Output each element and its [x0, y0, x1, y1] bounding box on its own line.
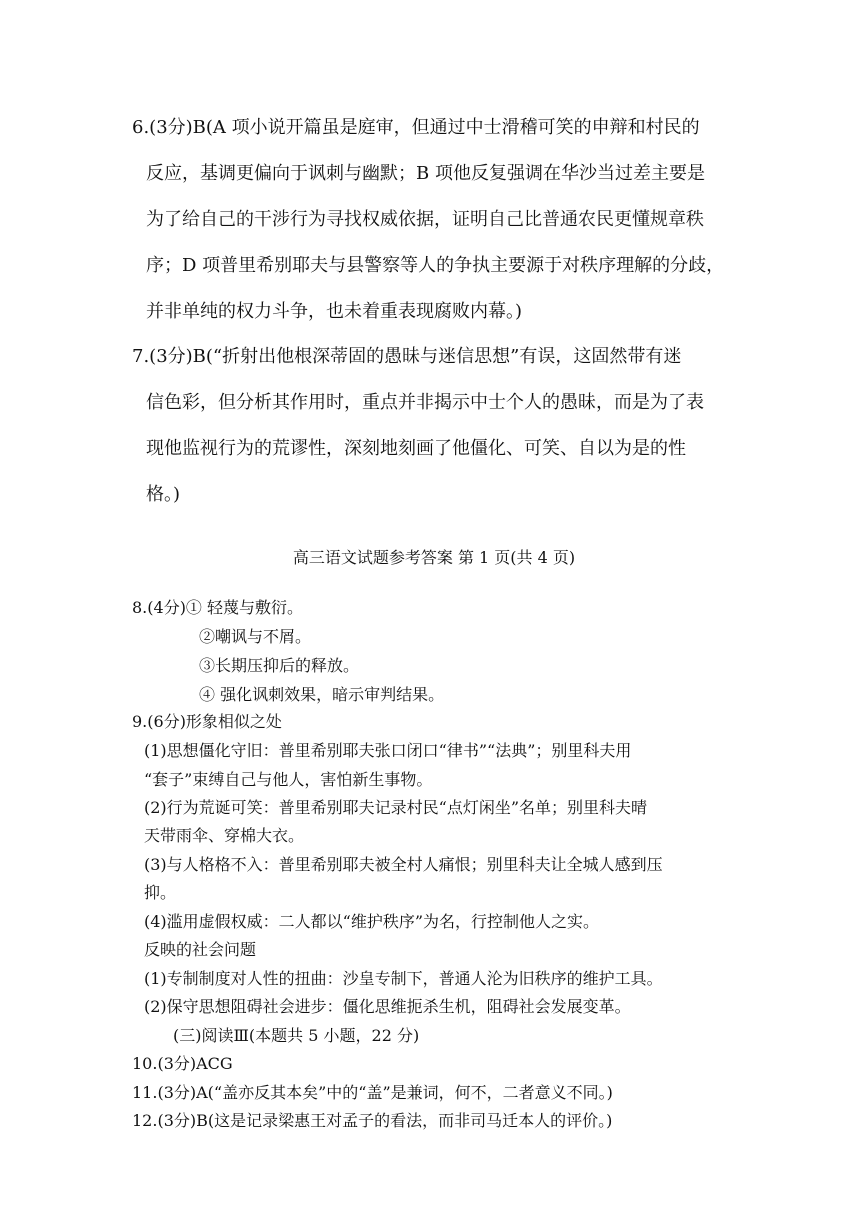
- answer-q9-line-7: (4)滥用虚假权威：二人都以“维护秩序”为名，行控制他人之实。: [144, 912, 600, 931]
- answer-q8-item-2: ②嘲讽与不屑。: [199, 627, 312, 646]
- section-heading-reading-3: (三)阅读Ⅲ(本题共 5 小题，22 分): [173, 1026, 420, 1045]
- answer-q9-line-2: “套子”束缚自己与他人，害怕新生事物。: [144, 770, 433, 789]
- answer-q8-head: 8.(4分)① 轻蔑与敷衍。: [132, 598, 304, 617]
- answer-q9-line-8: 反映的社会问题: [144, 940, 257, 959]
- answer-q12: 12.(3分)B(这是记录梁惠王对孟子的看法，而非司马迁本人的评价。): [132, 1111, 613, 1130]
- page-footer: 高三语文试题参考答案 第 1 页(共 4 页): [292, 548, 576, 567]
- answer-q9-line-4: 天带雨伞、穿棉大衣。: [144, 826, 305, 845]
- answer-q6: [132, 105, 744, 335]
- answer-q6-line-4: 序；D 项普里希别耶夫与县警察等人的争执主要源于对秩序理解的分歧，: [146, 255, 725, 276]
- answer-q11: 11.(3分)A(“盖亦反其本矣”中的“盖”是兼词，何不，二者意义不同。): [132, 1083, 613, 1102]
- answer-q8-item-3: ③长期压抑后的释放。: [199, 656, 360, 675]
- answer-q9-line-10: (2)保守思想阻碍社会进步：僵化思维扼杀生机，阻碍社会发展变革。: [144, 997, 631, 1016]
- answer-q7: [132, 334, 744, 518]
- answer-q10: 10.(3分)ACG: [132, 1054, 233, 1073]
- answer-q7-line-3: 现他监视行为的荒谬性，深刻地刻画了他僵化、可笑、自以为是的性: [146, 438, 686, 459]
- answer-q9-line-1: (1)思想僵化守旧：普里希别耶夫张口闭口“律书”“法典”；别里科夫用: [144, 741, 632, 760]
- answer-q7-line-2: 信色彩，但分析其作用时，重点并非揭示中士个人的愚昧，而是为了表: [146, 392, 704, 413]
- answer-q6-line-3: 为了给自己的干涉行为寻找权威依据，证明自己比普通农民更懂规章秩: [146, 209, 704, 230]
- answer-q7-line-4: 格。): [146, 484, 181, 505]
- answer-q6-line-1: 6.(3分)B(A 项小说开篇虽是庭审，但通过中士滑稽可笑的申辩和村民的: [132, 117, 700, 138]
- answer-q7-line-1: 7.(3分)B(“折射出他根深蒂固的愚昧与迷信思想”有误，这固然带有迷: [132, 346, 682, 367]
- answer-q9-line-9: (1)专制制度对人性的扭曲：沙皇专制下，普通人沦为旧秩序的维护工具。: [144, 969, 663, 988]
- answer-q6-line-5: 并非单纯的权力斗争，也未着重表现腐败内幕。): [146, 301, 523, 322]
- answer-q9-line-3: (2)行为荒诞可笑：普里希别耶夫记录村民“点灯闲坐”名单；别里科夫晴: [144, 798, 648, 817]
- answer-q9-line-5: (3)与人格格不入：普里希别耶夫被全村人痛恨；别里科夫让全城人感到压: [144, 855, 663, 874]
- answer-q8-item-4: ④ 强化讽刺效果，暗示审判结果。: [199, 685, 445, 704]
- answer-q6-line-2: 反应，基调更偏向于讽刺与幽默；B 项他反复强调在华沙当过差主要是: [146, 163, 705, 184]
- answer-q9-line-6: 抑。: [144, 883, 177, 902]
- answer-q9-head: 9.(6分)形象相似之处: [132, 712, 282, 731]
